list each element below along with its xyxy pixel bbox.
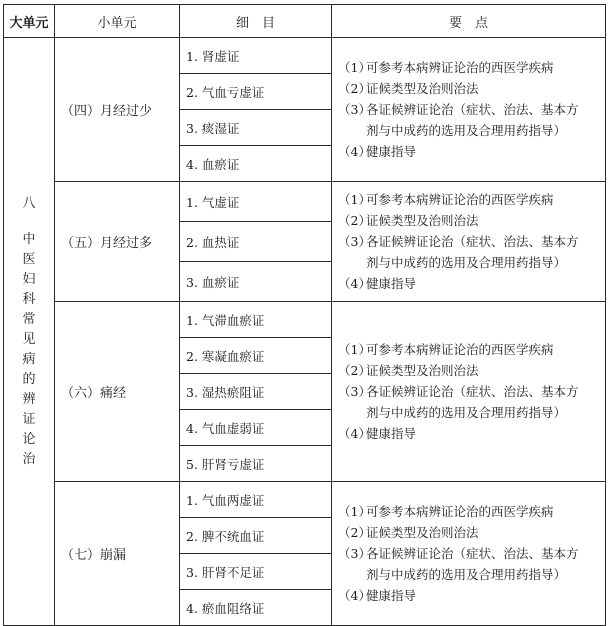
key-point-number: （2） — [338, 81, 371, 96]
major-unit-title-char: 病 — [22, 351, 36, 367]
key-point-continuation: 剂与中成药的选用及合理用药指导） — [366, 123, 567, 138]
key-point-text: 证候类型及治则治法 — [366, 363, 479, 378]
key-point-continuation: 剂与中成药的选用及合理用药指导） — [366, 567, 567, 582]
detail-item-cell: 3. 肝肾不足证 — [180, 554, 332, 590]
key-point — [338, 57, 601, 78]
detail-item-cell: 4. 瘀血阻络证 — [180, 590, 332, 626]
major-unit-title-char: 妇 — [22, 271, 36, 287]
header-major-unit: 大单元 — [4, 5, 55, 38]
key-point — [338, 141, 601, 162]
key-point — [338, 189, 601, 210]
key-point-text: 各证候辨证论治（症状、治法、基本方 — [366, 234, 579, 249]
major-unit-number: 八 — [22, 195, 36, 211]
table-row — [4, 182, 606, 222]
detail-item-cell: 2. 气血亏虚证 — [180, 74, 332, 110]
major-unit-title-char: 的 — [22, 371, 36, 387]
detail-item-cell: 4. 血瘀证 — [180, 146, 332, 182]
header-row — [4, 5, 606, 38]
sub-unit-cell: （四）月经过少 — [55, 38, 180, 182]
detail-item-cell: 5. 肝肾亏虚证 — [180, 446, 332, 482]
key-point-number: （3） — [338, 546, 371, 561]
key-point — [338, 423, 601, 444]
table-row — [4, 38, 606, 74]
detail-item-cell: 2. 血热证 — [180, 222, 332, 262]
major-unit-title-char: 医 — [22, 251, 36, 267]
table-body — [4, 38, 606, 626]
key-points-cell — [332, 38, 606, 182]
key-point-text: 各证候辨证论治（症状、治法、基本方 — [366, 384, 579, 399]
key-point-number: （4） — [338, 144, 371, 159]
key-point-text: 健康指导 — [366, 588, 417, 603]
table-row — [4, 302, 606, 338]
key-point-number: （3） — [338, 384, 371, 399]
key-points-cell — [332, 182, 606, 302]
syllabus-table — [3, 4, 606, 626]
key-point-text: 证候类型及治则治法 — [366, 213, 479, 228]
key-point-number: （2） — [338, 525, 371, 540]
key-point — [338, 273, 601, 294]
detail-item-cell: 4. 气血虚弱证 — [180, 410, 332, 446]
major-unit-vertical-text — [4, 194, 54, 470]
key-point-text: 各证候辨证论治（症状、治法、基本方 — [366, 102, 579, 117]
key-point-text: 证候类型及治则治法 — [366, 525, 479, 540]
major-unit-title-char: 治 — [22, 451, 36, 467]
key-point-number: （4） — [338, 426, 371, 441]
key-point-number: （1） — [338, 60, 371, 75]
key-point-text: 可参考本病辨证论治的西医学疾病 — [366, 342, 554, 357]
key-point — [338, 501, 601, 522]
detail-item-cell: 3. 湿热瘀阻证 — [180, 374, 332, 410]
header-key-points: 要 点 — [332, 5, 606, 38]
key-point-text: 可参考本病辨证论治的西医学疾病 — [366, 60, 554, 75]
sub-unit-cell: （五）月经过多 — [55, 182, 180, 302]
major-unit-title-char: 辨 — [22, 391, 36, 407]
detail-item-cell: 1. 气血两虚证 — [180, 482, 332, 518]
key-point — [338, 360, 601, 381]
key-point-continuation: 剂与中成药的选用及合理用药指导） — [366, 405, 567, 420]
major-unit-title-char: 科 — [22, 291, 36, 307]
key-points-cell — [332, 482, 606, 626]
major-unit-cell — [4, 38, 55, 626]
major-unit-title-char: 中 — [22, 231, 36, 247]
key-point-text: 可参考本病辨证论治的西医学疾病 — [366, 192, 554, 207]
key-points-cell — [332, 302, 606, 482]
key-point-text: 各证候辨证论治（症状、治法、基本方 — [366, 546, 579, 561]
sub-unit-cell: （六）痛经 — [55, 302, 180, 482]
sub-unit-cell: （七）崩漏 — [55, 482, 180, 626]
detail-item-cell: 3. 痰湿证 — [180, 110, 332, 146]
detail-item-cell: 1. 气滞血瘀证 — [180, 302, 332, 338]
detail-item-cell: 1. 气虚证 — [180, 182, 332, 222]
major-unit-title-char: 证 — [22, 411, 36, 427]
detail-item-cell: 1. 肾虚证 — [180, 38, 332, 74]
key-point-number: （2） — [338, 213, 371, 228]
key-point-text: 健康指导 — [366, 426, 417, 441]
header-detail: 细 目 — [180, 5, 332, 38]
key-point-number: （1） — [338, 192, 371, 207]
major-unit-title-char: 见 — [22, 331, 36, 347]
key-point-number: （1） — [338, 504, 371, 519]
detail-item-cell: 2. 脾不统血证 — [180, 518, 332, 554]
detail-item-cell: 2. 寒凝血瘀证 — [180, 338, 332, 374]
key-point-text: 健康指导 — [366, 144, 417, 159]
key-point — [338, 339, 601, 360]
key-point-number: （1） — [338, 342, 371, 357]
key-point-number: （3） — [338, 234, 371, 249]
header-sub-unit: 小单元 — [55, 5, 180, 38]
key-point-text: 可参考本病辨证论治的西医学疾病 — [366, 504, 554, 519]
detail-item-cell: 3. 血瘀证 — [180, 262, 332, 302]
table-row — [4, 482, 606, 518]
major-unit-title-char: 常 — [22, 311, 36, 327]
key-point-text: 健康指导 — [366, 276, 417, 291]
key-point-number: （2） — [338, 363, 371, 378]
key-point — [338, 231, 601, 252]
key-point — [338, 585, 601, 606]
key-point-number: （3） — [338, 102, 371, 117]
key-point — [338, 99, 601, 120]
key-point-number: （4） — [338, 588, 371, 603]
key-point — [338, 543, 601, 564]
key-point — [338, 522, 601, 543]
key-point-number: （4） — [338, 276, 371, 291]
key-point — [338, 210, 601, 231]
key-point-continuation: 剂与中成药的选用及合理用药指导） — [366, 255, 567, 270]
major-unit-title-char: 论 — [22, 431, 36, 447]
key-point — [338, 381, 601, 402]
key-point-text: 证候类型及治则治法 — [366, 81, 479, 96]
key-point — [338, 78, 601, 99]
